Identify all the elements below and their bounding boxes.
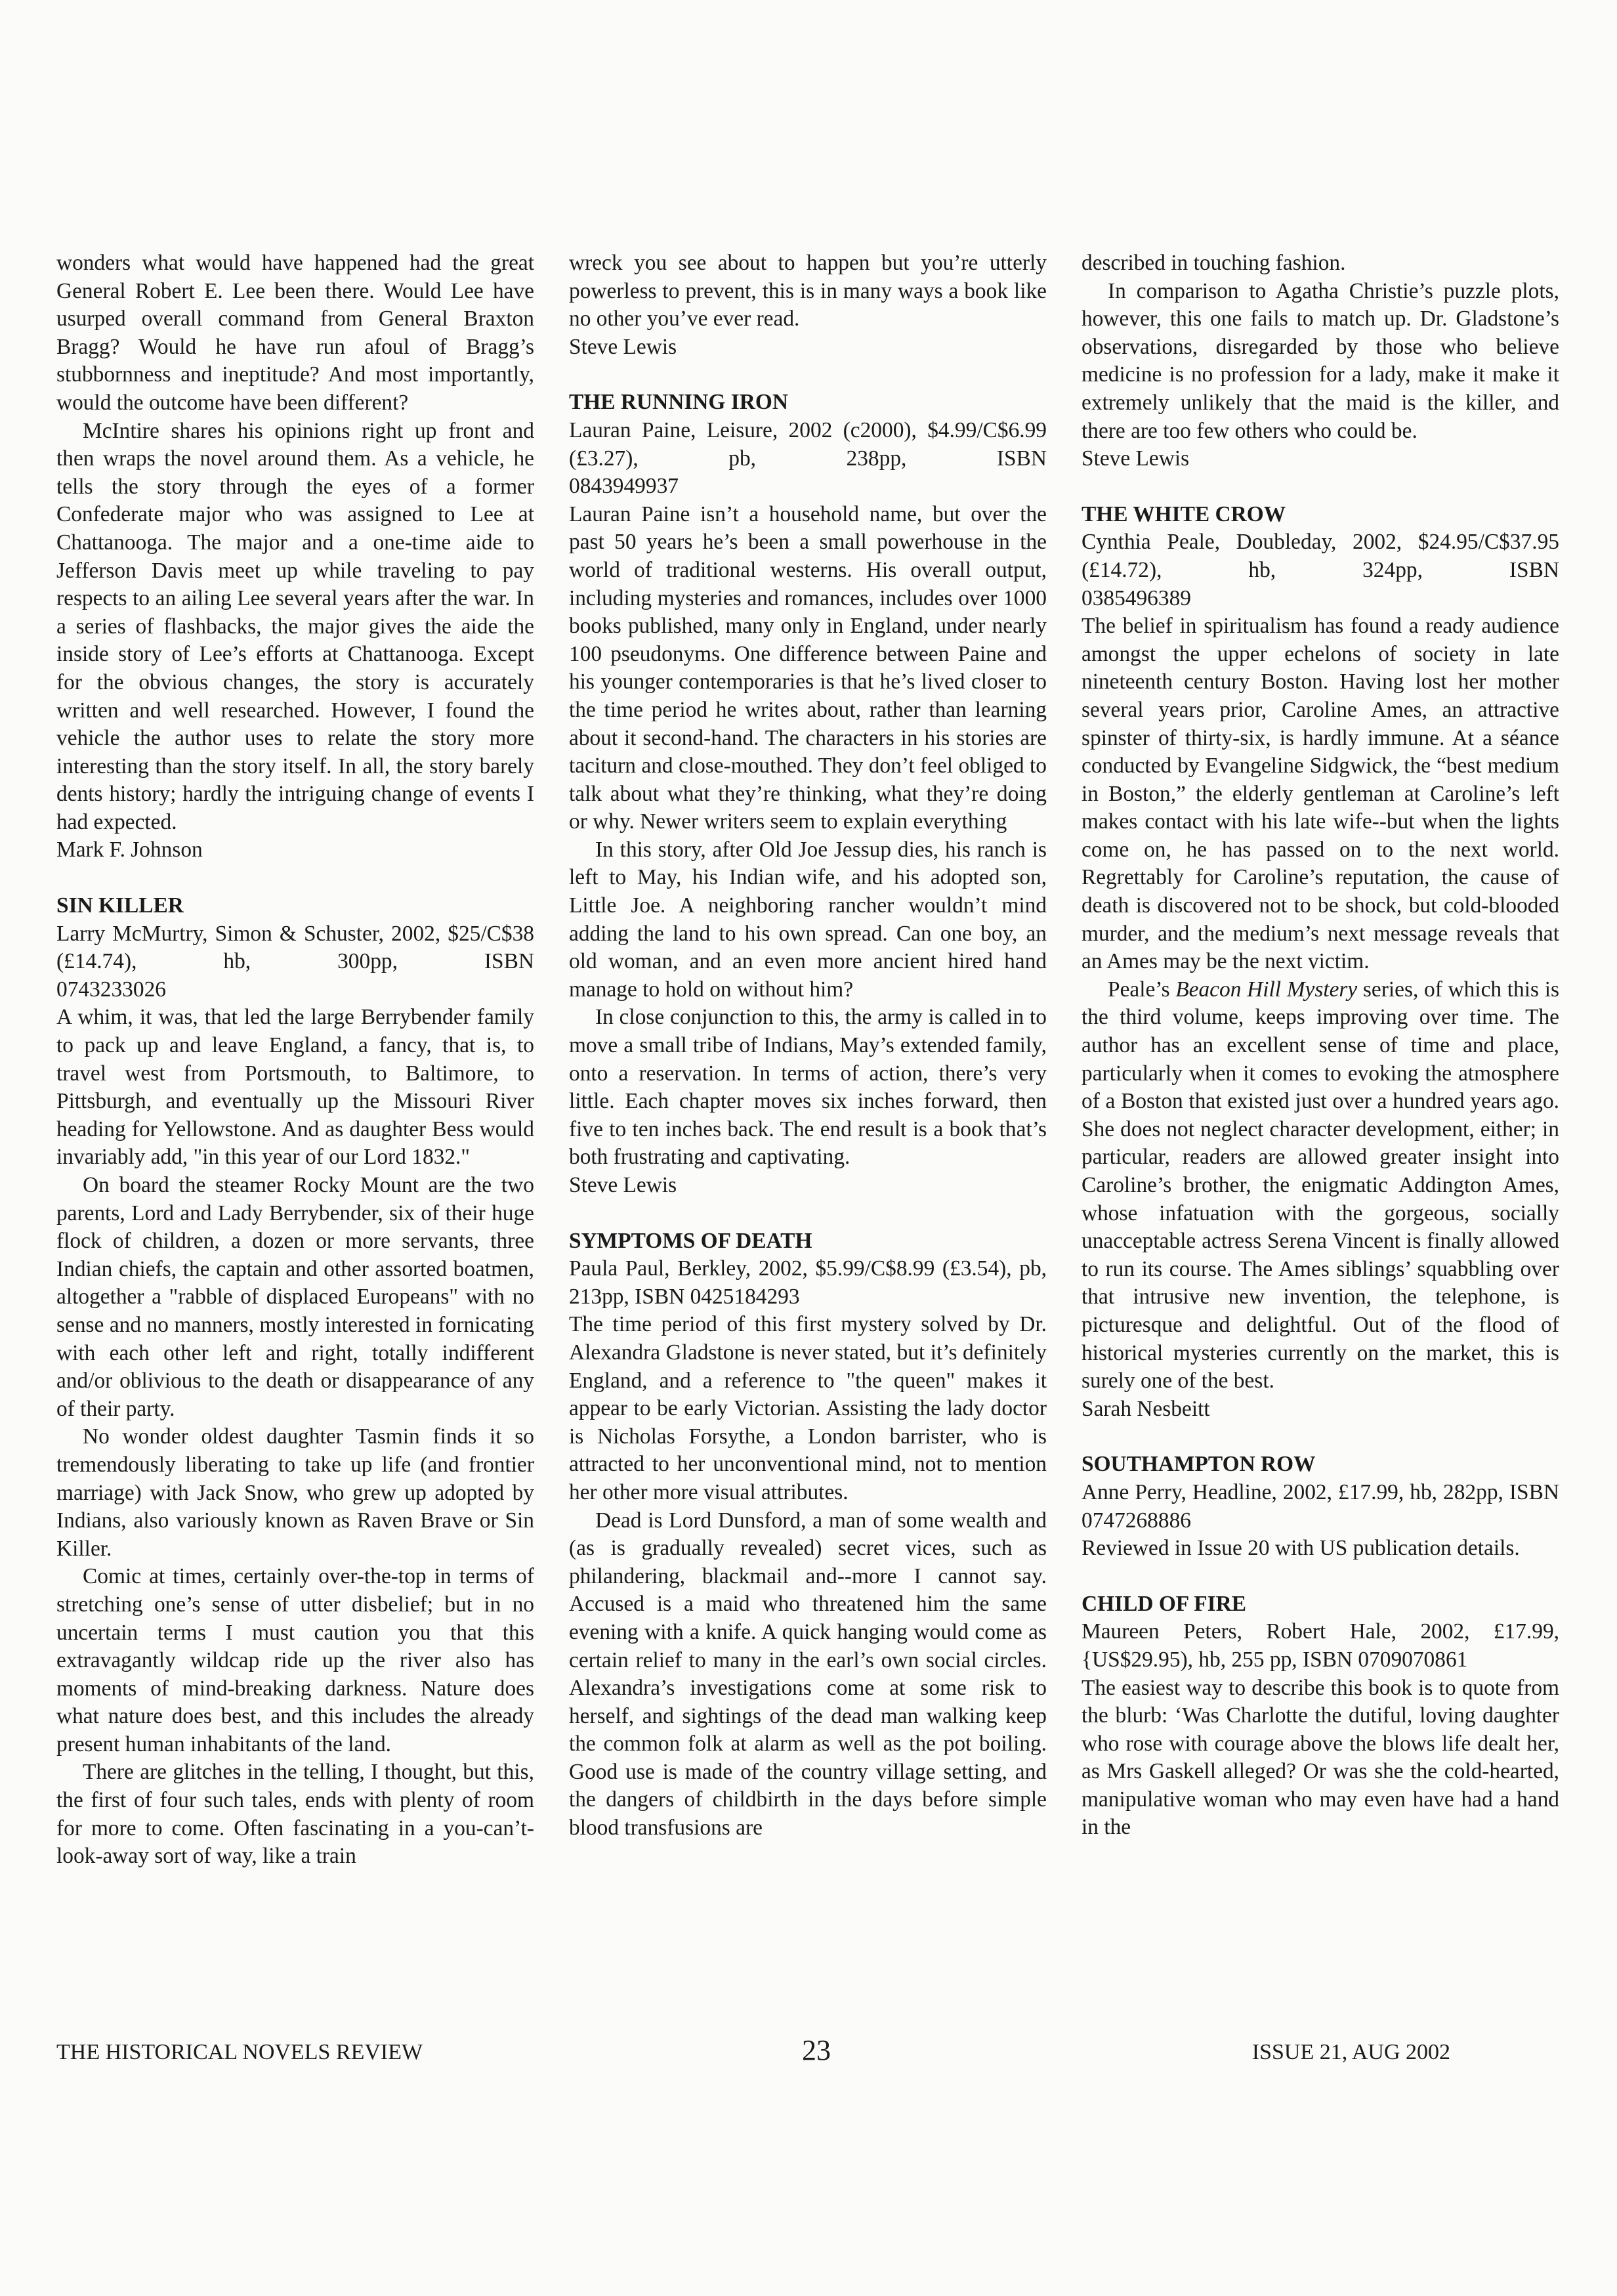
book-isbn: 0743233026 bbox=[56, 977, 166, 1002]
review-paragraph: No wonder oldest daughter Tasmin finds it so tremendously liberating to take up life (and frontier marriage) with Jack Snow, who grew up adopted by Indians, also variously known as Raven Brave or Sin Killer. bbox=[56, 1424, 534, 1561]
review-title-sin-killer: SIN KILLER bbox=[56, 893, 184, 918]
review-paragraph: wonders what would have happened had the great General Robert E. Lee been there. Would Lee have usurped overall command from General Braxton Bragg? Would he have run afoul of Bragg’s stubbornness and ineptitude? And most importantly, would the outcome have been different? bbox=[56, 251, 534, 415]
review-title-child-of-fire: CHILD OF FIRE bbox=[1082, 1591, 1247, 1616]
series-title: Beacon Hill Mystery bbox=[1175, 977, 1358, 1002]
book-details: Cynthia Peale, Doubleday, 2002, $24.95/C$37.95 (£14.72), hb, 324pp, ISBN bbox=[1082, 530, 1559, 582]
review-paragraph: wreck you see about to happen but you’re utterly powerless to prevent, this is in many ways a book like no other you’ve ever read. bbox=[569, 251, 1047, 331]
review-title-southampton-row: SOUTHAMPTON ROW bbox=[1082, 1452, 1316, 1477]
review-paragraph: In close conjunction to this, the army is called in to move a small tribe of Indians, May’s extended family, onto a reservation. In terms of action, there’s very little. Each chapter moves six inches forward, then five to ten inches back. The end result is a book that’s both frustrating and captivating. bbox=[569, 1005, 1047, 1170]
column-3 bbox=[1082, 249, 1559, 1842]
review-paragraph: Reviewed in Issue 20 with US publication details. bbox=[1082, 1536, 1520, 1561]
review-paragraph: The belief in spiritualism has found a ready audience amongst the upper echelons of society in late nineteenth century Boston. Having lost her mother several years prior, Caroline Ames, an attractive spinster of thirty-six, is hardly immune. At a séance conducted by Evangeline Sidgwick, the “best medium in Boston,” the elderly gentleman at Caroline’s left makes contact with his late wife--but when the lights come on, he has passed on to the next world. Regrettably for Caroline’s reputation, the cause of death is discovered not to be shock, but cold-blooded murder, and the medium’s next message reveals that an Ames may be the next victim. bbox=[1082, 614, 1559, 974]
review-paragraph: Dead is Lord Dunsford, a man of some wealth and (as is gradually revealed) secret vices, such as philandering, blackmail and--more I cannot say. Accused is a maid who threatened him the same evening with a knife. A quick hanging would come as certain relief to many in the earl’s own social circles. Alexandra’s investigations come at some risk to herself, and sightings of the dead man walking keep the common folk at alarm as well as the pot boiling. Good use is made of the country village setting, and the dangers of childbirth in the days before simple blood transfusions are bbox=[569, 1508, 1047, 1840]
review-paragraph: A whim, it was, that led the large Berrybender family to pack up and leave England, a fancy, that is, to travel west from Portsmouth, to Baltimore, to Pittsburgh, and eventually up the Missouri River heading for Yellowstone. And as daughter Bess would invariably add, "in this year of our Lord 1832." bbox=[56, 1005, 534, 1170]
review-paragraph: The easiest way to describe this book is to quote from the blurb: ‘Was Charlotte the dutiful, loving daughter who rose with courage above the blows life dealt her, as Mrs Gaskell alleged? Or was she the cold-hearted, manipulative woman who may even have had a hand in the bbox=[1082, 1675, 1559, 1840]
reviewer-signature: Mark F. Johnson bbox=[56, 838, 203, 862]
review-title-running-iron: THE RUNNING IRON bbox=[569, 390, 788, 415]
review-paragraph: Lauran Paine isn’t a household name, but over the past 50 years he’s been a small powerhouse in the world of traditional westerns. His overall output, including mysteries and romances, includes over 1000 books published, many only in England, under nearly 100 pseudonyms. One difference between Paine and his younger contemporaries is that he’s lived closer to the time period he writes about, rather than learning about it second-hand. The characters in his stories are taciturn and close-mouthed. They don’t feel obliged to talk about what they’re thinking, what they’re doing or why. Newer writers seem to explain everything bbox=[569, 501, 1047, 834]
column-2 bbox=[569, 249, 1047, 1842]
book-details: Paula Paul, Berkley, 2002, $5.99/C$8.99 (£3.54), pb, 213pp, ISBN 0425184293 bbox=[569, 1256, 1047, 1309]
review-paragraph: Comic at times, certainly over-the-top in terms of stretching one’s sense of utter disbelief; but in no uncertain terms I must caution you that this extravagantly wildcap ride up the river also has moments of mind-breaking darkness. Nature does what nature does best, and this includes the already present human inhabitants of the land. bbox=[56, 1564, 534, 1756]
book-details: Anne Perry, Headline, 2002, £17.99, hb, 282pp, ISBN 0747268886 bbox=[1082, 1479, 1559, 1533]
text-run: Peale’s bbox=[1108, 977, 1176, 1002]
text-run: series, of which this is the third volume, keeps improving over time. The author has an excellent sense of time and place, particularly when it comes to evoking the atmosphere of a Boston that existed just over a hundred years ago. She does not neglect character development, either; in particular, readers are allowed greater insight into Caroline’s brother, the enigmatic Addington Ames, whose infatuation with the gorgeous, socially unacceptable actress Serena Vincent is finally allowed to run its course. The Ames siblings’ squabbling over that intrusive new invention, the telephone, is picturesque and delightful. Out of the flood of historical mysteries currently on the market, this is surely one of the best. bbox=[1082, 977, 1559, 1393]
reviewer-signature: Steve Lewis bbox=[569, 334, 677, 359]
review-paragraph: In this story, after Old Joe Jessup dies, his ranch is left to May, his Indian wife, and his adopted son, Little Joe. A neighboring rancher wouldn’t mind adding the land to his own spread. Can one boy, an old woman, and an even more ancient hired hand manage to hold on without him? bbox=[569, 837, 1047, 1002]
reviewer-signature: Steve Lewis bbox=[569, 1173, 677, 1197]
book-details: Maureen Peters, Robert Hale, 2002, £17.99, {US$29.95), hb, 255 pp, ISBN 0709070861 bbox=[1082, 1619, 1559, 1672]
column-1 bbox=[56, 249, 534, 1871]
footer-publication-name: THE HISTORICAL NOVELS REVIEW bbox=[56, 2040, 423, 2064]
reviewer-signature: Steve Lewis bbox=[1082, 446, 1190, 471]
review-paragraph: described in touching fashion. bbox=[1082, 251, 1346, 275]
book-isbn: 0385496389 bbox=[1082, 585, 1191, 610]
review-paragraph: There are glitches in the telling, I thought, but this, the first of four such tales, ends with plenty of room for more to come. Often fascinating in a you-can’t-look-away sort of way, like a train bbox=[56, 1760, 534, 1869]
page-number: 23 bbox=[802, 2034, 831, 2066]
review-title-white-crow: THE WHITE CROW bbox=[1082, 501, 1286, 526]
review-paragraph bbox=[1082, 976, 1559, 1395]
book-details: Larry McMurtry, Simon & Schuster, 2002, $25/C$38 (£14.74), hb, 300pp, ISBN bbox=[56, 921, 534, 974]
footer-issue: ISSUE 21, AUG 2002 bbox=[1251, 2040, 1450, 2064]
review-paragraph: The time period of this first mystery solved by Dr. Alexandra Gladstone is never stated, but it’s definitely England, and a reference to "the queen" makes it appear to be early Victorian. Assisting the lady doctor is Nicholas Forsythe, a London barrister, who is attracted to her unconventional mind, not to mention her other more visual attributes. bbox=[569, 1312, 1047, 1504]
book-isbn: 0843949937 bbox=[569, 474, 679, 499]
book-details: Lauran Paine, Leisure, 2002 (c2000), $4.99/C$6.99 (£3.27), pb, 238pp, ISBN bbox=[569, 417, 1047, 471]
review-paragraph: McIntire shares his opinions right up front and then wraps the novel around them. As a vehicle, he tells the story through the eyes of a former Confederate major who was assigned to Lee at Chattanooga. The major and a one-time aide to Jefferson Davis meet up while traveling to pay respects to an ailing Lee several years after the war. In a series of flashbacks, the major gives the aide the inside story of Lee’s efforts at Chattanooga. Except for the obvious changes, the story is accurately written and well researched. However, I found the vehicle the author uses to relate the story more interesting than the story itself. In all, the story barely dents history; hardly the intriguing change of events I had expected. bbox=[56, 418, 534, 834]
review-paragraph: In comparison to Agatha Christie’s puzzle plots, however, this one fails to match up. Dr. Gladstone’s observations, disregarded by those who believe medicine is no profession for a lady, make it make it extremely unlikely that the maid is the killer, and there are too few others who could be. bbox=[1082, 278, 1559, 443]
reviewer-signature: Sarah Nesbeitt bbox=[1082, 1396, 1210, 1421]
review-title-symptoms-of-death: SYMPTOMS OF DEATH bbox=[569, 1228, 812, 1253]
review-paragraph: On board the steamer Rocky Mount are the two parents, Lord and Lady Berrybender, six of their huge flock of children, a dozen or more servants, three Indian chiefs, the captain and other assorted boatmen, altogether a "rabble of displaced Europeans" with no sense and no manners, mostly interested in fornicating with each other left and right, totally indifferent and/or oblivious to the death or disappearance of any of their party. bbox=[56, 1173, 534, 1421]
